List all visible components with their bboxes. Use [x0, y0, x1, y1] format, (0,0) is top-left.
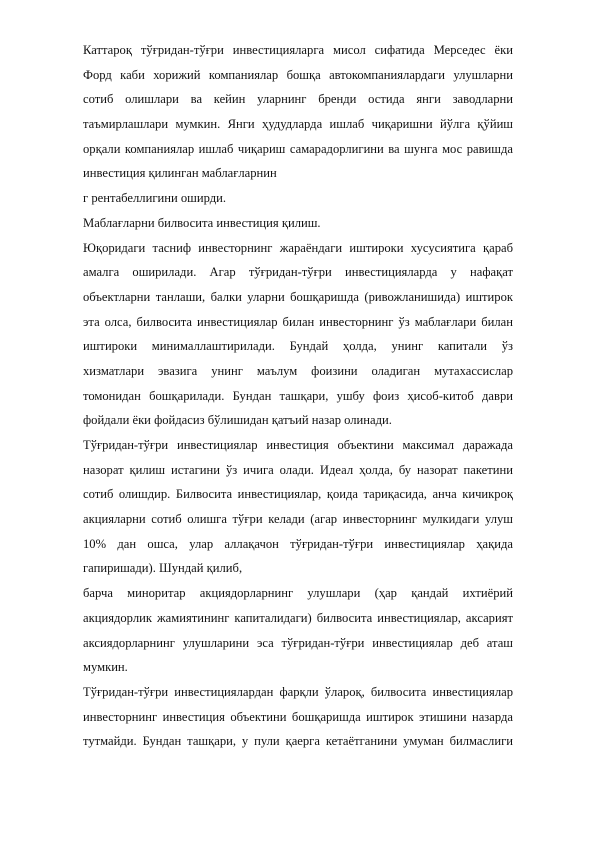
text-line-14: хизматлари эвазига унинг маълум фоизини оладиган мутахассислар	[83, 363, 513, 378]
text-line-21: 10% дан ошса, улар аллақачон тўғридан-тўғри инвестициялар ҳақида	[83, 536, 513, 551]
text-line-3: сотиб олишлари ва кейин уларнинг бренди остида янги заводларни	[83, 92, 513, 107]
text-line-8: Маблағларни билвосита инвестиция қилиш.	[83, 215, 321, 230]
text-line-2: Форд каби хорижий компаниялар бошқа автокомпаниялардаги улушларни	[83, 67, 513, 82]
text-line-16: фойдали ёки фойдасиз бўлишидан қатъий назар олинади.	[83, 413, 392, 428]
text-line-13: иштироки минималлаштирилади. Бундай ҳолда, унинг капитали ўз	[83, 339, 513, 354]
text-line-12: эта олса, билвосита инвестициялар билан инвесторнинг ўз маблағлари билан	[83, 314, 513, 329]
text-line-26: мумкин.	[83, 660, 128, 675]
text-line-9: Юқоридаги тасниф инвесторнинг жараёндаги иштироки хусусиятига қараб	[83, 240, 513, 255]
text-line-15: томонидан бошқарилади. Бундан ташқари, ушбу фоиз ҳисоб-китоб даври	[83, 388, 513, 403]
text-line-11: объектларни танлаши, балки уларни бошқаришда (ривожланишида) иштирок	[83, 289, 513, 304]
text-line-27: Тўғридан-тўғри инвестициялардан фарқли ўлароқ, билвосита инвестициялар	[83, 684, 513, 699]
text-line-5: орқали компаниялар ишлаб чиқариш самарадорлигини ва шунга мос равишда	[83, 141, 513, 156]
text-line-10: амалга оширилади. Агар тўғридан-тўғри инвестицияларда у нафақат	[83, 265, 513, 280]
text-line-18: назорат қилиш истагини ўз ичига олади. Идеал ҳолда, бу назорат пакетини	[83, 462, 513, 477]
text-line-19: сотиб олишдир. Билвосита инвестициялар, қоида тариқасида, анча кичикроқ	[83, 487, 513, 502]
text-line-28: инвесторнинг инвестиция объектини бошқаришда иштирок этишини назарда	[83, 709, 513, 724]
text-line-17: Тўғридан-тўғри инвестициялар инвестиция объектини максимал даражада	[83, 438, 513, 452]
text-line-6: инвестиция қилинган маблағларнин	[83, 166, 277, 181]
text-line-25: аксиядорларнинг улушларини эса тўғридан-тўғри инвестициялар деб аташ	[83, 635, 513, 650]
text-line-20: акцияларни сотиб олишга тўғри келади (агар инвесторнинг мулкидаги улуш	[83, 512, 513, 527]
text-line-29: тутмайди. Бундан ташқари, у пули қаерга кетаётганини умуман билмаслиги	[83, 734, 513, 749]
text-line-1: Каттароқ тўғридан-тўғри инвестицияларга мисол сифатида Мерседес ёки	[83, 43, 513, 57]
text-line-22: гапиришади). Шундай қилиб,	[83, 561, 243, 576]
text-line-24: акциядорлик жамиятининг капиталидаги) билвосита инвестициялар, аксарият	[83, 610, 513, 625]
document-body	[83, 38, 513, 754]
text-line-4: таъмирлашлари мумкин. Янги ҳудудларда ишлаб чиқаришни йўлга қўйиш	[83, 117, 513, 132]
text-line-7: г рентабеллигини оширди.	[83, 191, 227, 206]
text-line-23: барча миноритар акциядорларнинг улушлари (ҳар қандай ихтиёрий	[83, 586, 513, 601]
